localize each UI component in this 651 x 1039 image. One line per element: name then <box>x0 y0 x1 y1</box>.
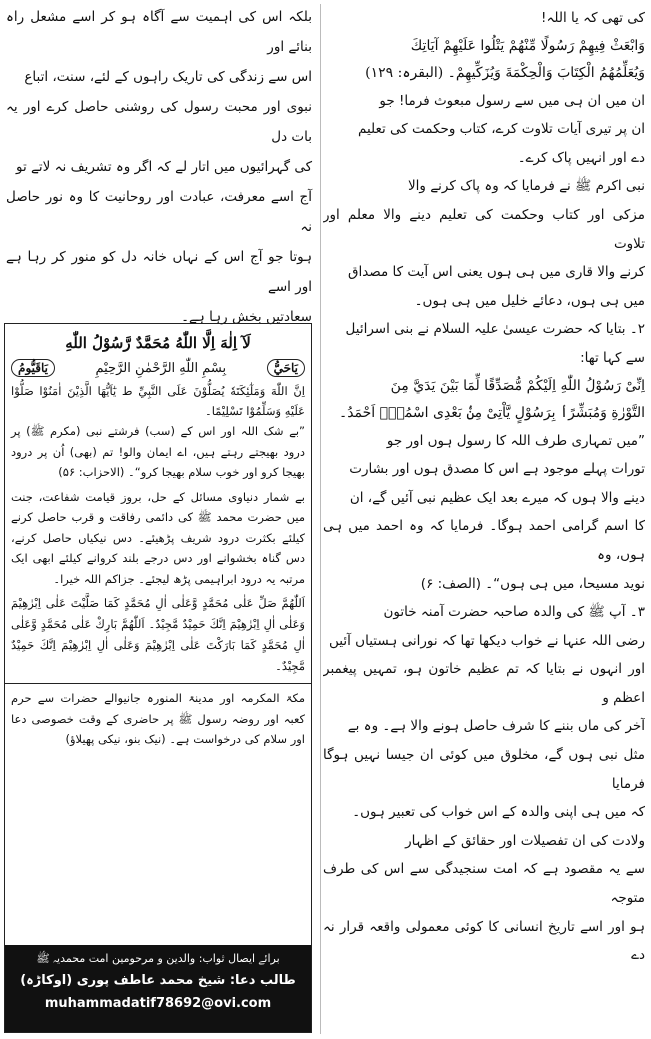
column-divider <box>320 4 321 1034</box>
durood-panel <box>4 323 312 1033</box>
text-line: سے یہ مقصود ہے کہ امت سنجیدگی سے اس کی طرف متوجہ <box>323 861 645 907</box>
text-line: دینے والا ہوں کہ میرے بعد ایک عظیم نبی آئیں گے، ان <box>349 489 645 506</box>
text-line: ”میں تمہاری طرف اللہ کا رسول ہوں اور جو <box>386 432 645 449</box>
text-line: دے اور انہیں پاک کرے۔ <box>517 149 645 166</box>
text-line: ۳۔ آپ ﷺ کی والدہ صاحبہ حضرت آمنہ خاتون <box>383 604 645 621</box>
text-line: کی تھی کہ یا اللہ! <box>541 10 645 26</box>
text-line: کرنے والا قاری میں ہی ہوں یعنی اس آیت کا مصداق <box>348 264 645 281</box>
durood-virtue-text: بے شمار دنیاوی مسائل کے حل، بروز قیامت شفاعت، جنت میں حضرت محمد ﷺ کی دائمی رفاقت و قرب حاصل کرنے کیلئے بکثرت درود شریف پڑھیئے۔ دس نیکیاں حاصل کرنے، دس گناہ بخشوانے اور دس درجے بلند کروانے کیلئے ابھی ایک مرتبہ یہ درود ابراہیمی پڑھ لیجئے۔ جزاکم اللہ خیرا۔ <box>11 489 305 586</box>
text-line: اس سے زندگی کی تاریک راہوں کے لئے، سنت، اتباع <box>24 69 312 85</box>
quran-verse-line: وَيُعَلِّمُهُمُ الْكِتَابَ وَالْحِكْمَةَ وَيُزَكِّيهِمْ۔ (البقرہ: ۱۲۹) <box>365 64 645 81</box>
text-line: میں ہی ہوں، دعائے خلیل میں ہی ہوں۔ <box>414 292 645 309</box>
text-line: کا اسم گرامی احمد ہوگا۔ فرمایا کہ وہ احمد میں ہی ہوں، وہ <box>323 518 645 563</box>
text-line: تورات پہلے موجود ہے اس کا مصدق ہوں اور بشارت <box>349 461 645 478</box>
quran-verse-line: اِنِّیْ رَسُوْلُ اللّٰهِ اِلَيْكُمْ مُّصَدِّقًا لِّمَا بَيْنَ يَدَيَّ مِنَ <box>390 377 645 394</box>
panel-divider <box>5 683 311 684</box>
ayah-translation: ”بے شک اللہ اور اس کے (سب) فرشتے نبی (مکرم ﷺ) پر درود بھیجتے رہتے ہیں، اے ایمان والو! تم (بھی) اُن پر درود بھیجا کرو اور خوب سلام بھیجا کرو“۔ (الاحزاب: ۵۶) <box>11 424 305 479</box>
text-line: نبی اکرم ﷺ نے فرمایا کہ وہ پاک کرنے والا <box>407 178 645 195</box>
basmala-row <box>11 359 305 377</box>
basmala: بِسْمِ اللّٰهِ الرَّحْمٰنِ الرَّحِيْمِ <box>95 360 227 376</box>
text-line: آخر کی ماں بننے کا شرف حاصل ہونے والا ہے۔ وہ بے <box>347 718 645 735</box>
footer-isal-sawab: برائے ایصال ثواب: والدین و مرحومین امت محمدیہ ﷺ <box>36 952 280 965</box>
durood-ibrahimi: اَللّٰهُمَّ صَلِّ عَلٰى مُحَمَّدٍ وَّعَلٰى اٰلِ مُحَمَّدٍ كَمَا صَلَّيْتَ عَلٰى اِبْرٰهِيْمَ وَعَلٰى اٰلِ اِبْرٰهِيْمَ اِنَّكَ حَمِيْدٌ مَّجِيْدٌ۔ اَللّٰهُمَّ بَارِكْ عَلٰى مُحَمَّدٍ وَّعَلٰى اٰلِ مُحَمَّدٍ كَمَا بَارَكْتَ عَلٰى اِبْرٰهِيْمَ وَعَلٰى اٰلِ اِبْرٰهِيْمَ اِنَّكَ حَمِيْدٌ مَّجِيْدٌ۔ <box>11 596 305 673</box>
text-line: آج اسے معرفت، عبادت اور روحانیت کا وہ نور حاصل نہ <box>6 189 312 235</box>
text-line: کی گہرائیوں میں اتار لے کہ اگر وہ تشریف نہ لاتے تو <box>15 159 312 175</box>
text-line: مثل نبی ہوں گے، مخلوق میں کوئی ان جیسا نہیں ہوگا فرمایا <box>323 747 645 792</box>
text-line: ان میں ان ہی میں سے رسول مبعوث فرما! جو <box>379 92 645 109</box>
dua-request-text: مکۃ المکرمہ اور مدینۃ المنورہ جانیوالے حضرات سے حرم کعبہ اور روضہ رسول ﷺ پر حاضری کے وقت خصوصی دعا اور سلام کی درخواست ہے۔ (نیک بنو، نیکی پھیلاؤ) <box>11 691 305 746</box>
text-line: نوید مسیحا، میں ہی ہوں“۔ (الصف: ۶) <box>420 575 645 592</box>
text-line: سے کہا تھا: <box>580 349 645 366</box>
right-column <box>323 4 645 1034</box>
text-line: مزکی اور کتاب وحکمت کی تعلیم دینے والا معلم اور تلاوت <box>323 206 645 252</box>
ya-hayyu-badge: يَاحَيُّ <box>267 359 305 377</box>
text-line: ولادت کی ان تفصیلات اور حقائق کے اظہار <box>405 832 645 849</box>
quran-verse-line: وَابْعَثْ فِيهِمْ رَسُولًا مِّنْهُمْ يَتْلُوا عَلَيْهِمْ آيَاتِكَ <box>410 37 645 54</box>
left-column-text <box>6 2 312 332</box>
quran-ayah: اِنَّ اللّٰهَ وَمَلٰٓئِكَتَهٗ يُصَلُّوْنَ عَلَى النَّبِيِّ ط يٰٓاَيُّهَا الَّذِيْنَ اٰمَنُوْا صَلُّوْا عَلَيْهِ وَسَلِّمُوْا تَسْلِيْمًا۔ <box>11 384 305 418</box>
footer-talib-dua: طالب دعا: شیخ محمد عاطف پوری (اوکاڑہ) <box>20 973 296 988</box>
text-line: رضی اللہ عنہا نے خواب دیکھا تھا کہ نورانی ہستیاں آئیں <box>329 632 645 649</box>
text-line: نبوی اور محبت رسول کی روشنی حاصل کرے اور یہ بات دل <box>6 99 312 145</box>
text-line: ہوتا جو آج اس کے نہاں خانہ دل کو منور کر رہا ہے اور اسے <box>6 249 312 295</box>
text-line: اور انہوں نے بتایا کہ تم عظیم خاتون ہو، تمہیں پیغمبر اعظم و <box>323 661 645 706</box>
text-line: کہ میں ہی اپنی والدہ کے اس خواب کی تعبیر ہوں۔ <box>352 804 645 821</box>
text-line: بلکہ اس کی اہمیت سے آگاہ ہو کر اسے مشعل راہ بنائے اور <box>6 9 312 55</box>
footer-email: muhammadatif78692@ovi.com <box>44 996 272 1011</box>
text-line: سعادتیں بخش رہا ہے۔ <box>181 309 312 325</box>
footer-band <box>5 945 311 1032</box>
kalima-heading: لَآ اِلٰهَ اِلَّا اللّٰهُ مُحَمَّدٌ رَّسُوْلُ اللّٰهِ <box>65 334 251 352</box>
text-line: ۲۔ بتایا کہ حضرت عیسیٰ علیہ السلام نے بنی اسرائیل <box>345 321 645 338</box>
quran-verse-line: التَّوْرٰةِ وَمُبَشِّرًاۢ بِرَسُوْلٍ يَّاْتِیْ مِنْۢ بَعْدِی اسْمُهٗۤ اَحْمَدُ۔ <box>338 404 645 421</box>
text-line: ان پر تیری آیات تلاوت کرے، کتاب وحکمت کی تعلیم <box>357 121 645 138</box>
text-line: ہو اور اسے تاریخ انسانی کا کوئی معمولی واقعہ قرار نہ دے <box>323 918 645 964</box>
ya-qayyum-badge: يَاقَيُّومُ <box>11 359 55 377</box>
